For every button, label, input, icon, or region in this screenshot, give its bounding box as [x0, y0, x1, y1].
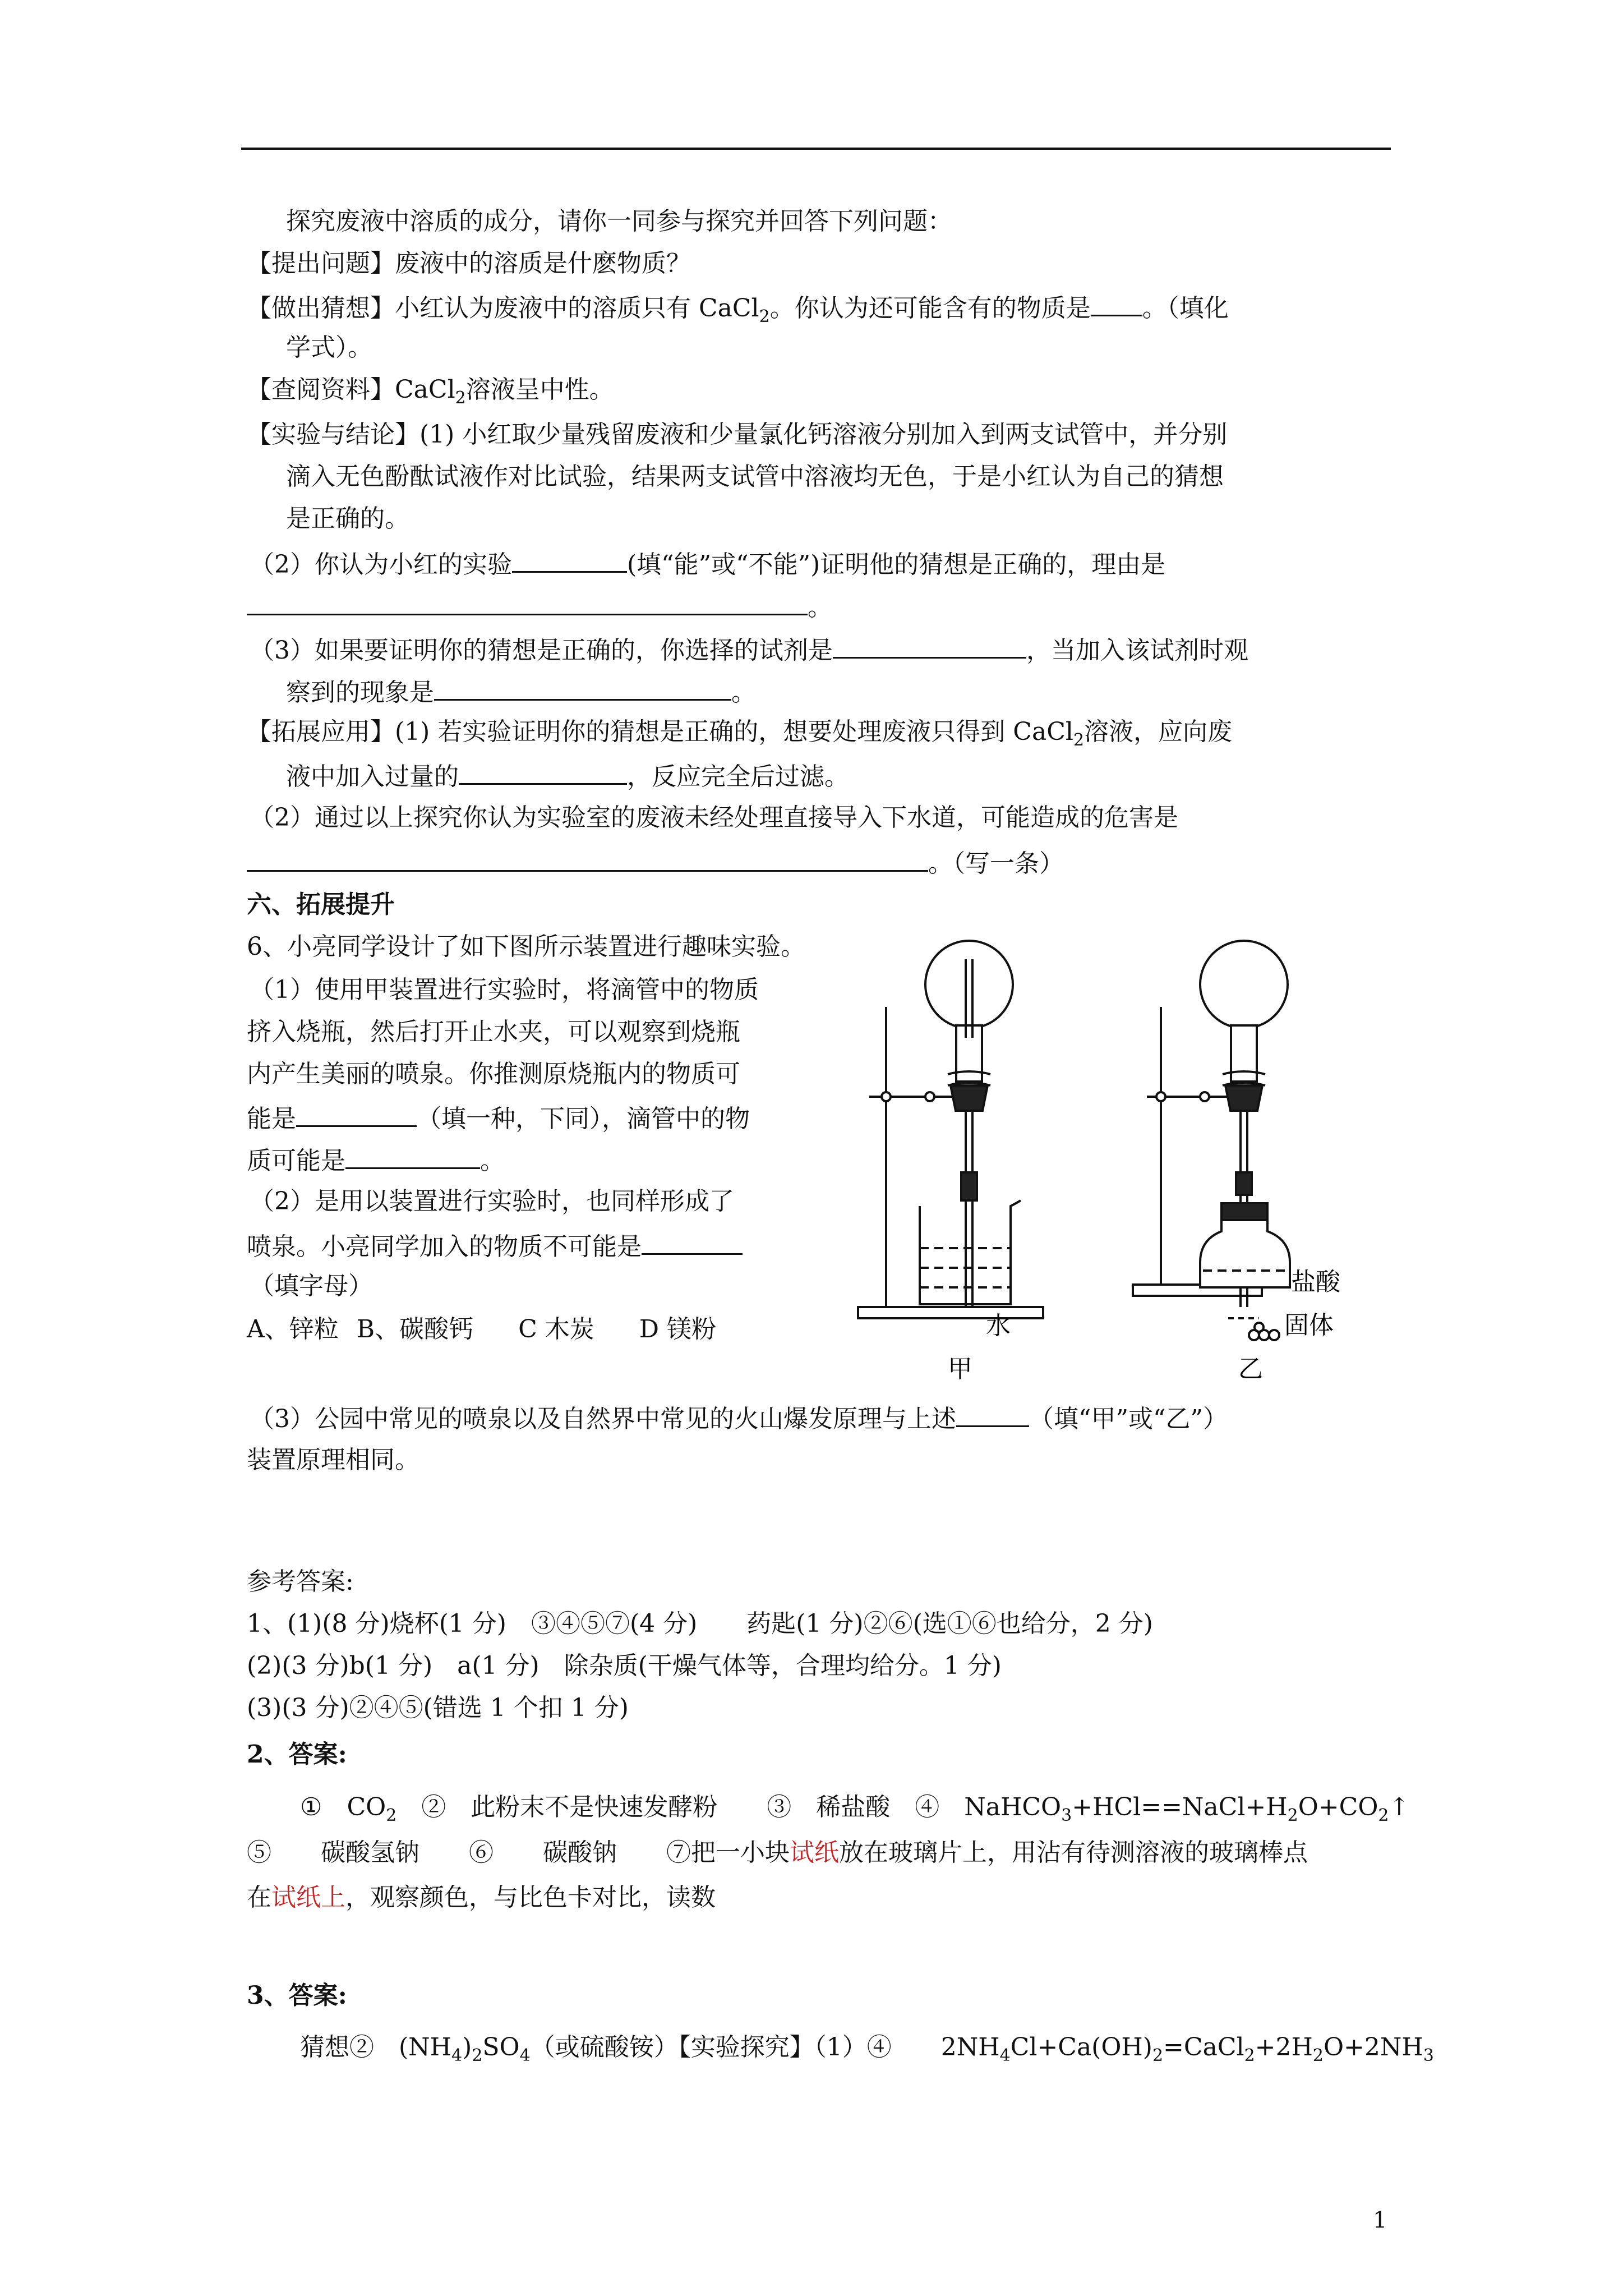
app-q2-answer-line: 。（写一条）	[247, 844, 1064, 881]
answer-2-line1: ① $CO_2$ ② 此粉末不是快速发酵粉 ③ 稀盐酸 ④ $NaHCO_3+HCl==NaCl+H_2O+CO_2↑$	[300, 1793, 1410, 1825]
q6-p2-line1: （2）是用以装置进行实验时，也同样形成了	[250, 1187, 734, 1216]
section-heading: 六、拓展提升	[247, 890, 395, 919]
exp-q3: （3）如果要证明你的猜想是正确的，你选择的试剂是 ，当加入该试剂时观	[250, 631, 1248, 668]
intro-line: 探究废液中溶质的成分，请你一同参与探究并回答下列问题：	[286, 207, 952, 236]
label-acid: 盐酸	[1291, 1268, 1340, 1296]
app-q2: （2）通过以上探究你认为实验室的废液未经处理直接导入下水道，可能造成的危害是	[250, 803, 1178, 832]
answer-1-line2: (2)(3 分)b(1 分) a(1 分) 除杂质(干燥气体等，合理均给分。1 分)	[247, 1651, 1002, 1680]
answer-3-title: 3、答案:	[247, 1981, 347, 2010]
label-jia: 甲	[948, 1355, 972, 1383]
exp-line3: 是正确的。	[286, 504, 409, 533]
guess-line: 【做出猜想】小红认为废液中的溶质只有 CaCl$_2$。你认为还可能含有的物质是 。（填化	[247, 289, 1229, 325]
exp-q2: （2）你认为小红的实验 (填“能”或“不能”)证明他的猜想是正确的，理由是	[250, 545, 1165, 582]
guess-blank[interactable]	[1091, 289, 1142, 316]
q6-p2-blank[interactable]	[642, 1227, 743, 1255]
highlight-on-test-paper: 试纸上	[271, 1883, 345, 1912]
option-c: C 木炭	[518, 1315, 594, 1343]
exp-q3-cont: 察到的现象是 。	[286, 673, 756, 710]
option-a: A、锌粒	[247, 1315, 339, 1343]
guess-cont: 学式）。	[286, 333, 372, 362]
apparatus-yi	[1133, 941, 1290, 1340]
page-number: 1	[1373, 2207, 1387, 2233]
answers-title: 参考答案:	[247, 1567, 354, 1596]
jia-stopper	[951, 1085, 988, 1111]
q6-title: 6、小亮同学设计了如下图所示装置进行趣味实验。	[247, 932, 805, 961]
exp-line1: 【实验与结论】(1) 小红取少量残留废液和少量氯化钙溶液分别加入到两支试管中，并分别	[247, 420, 1228, 449]
q6-p1-line3: 内产生美丽的喷泉。你推测原烧瓶内的物质可	[247, 1060, 740, 1088]
jia-beaker	[920, 1200, 1021, 1304]
exp-line2: 滴入无色酚酞试液作对比试验，结果两支试管中溶液均无色，于是小红认为自己的猜想	[286, 462, 1224, 491]
q6-p1-line4: 能是 （填一种，下同），滴管中的物	[247, 1099, 750, 1136]
option-b: B、碳酸钙	[356, 1315, 474, 1343]
question-line	[247, 247, 691, 280]
exp-q2-answer-line: 。	[247, 588, 832, 624]
exp-q3-reagent-blank[interactable]	[833, 631, 1026, 659]
app-q2-harm-blank[interactable]	[247, 844, 928, 872]
apparatus-jia	[858, 941, 1043, 1318]
q6-p3-line1: （3）公园中常见的喷泉以及自然界中常见的火山爆发原理与上述 （填“甲”或“乙”）	[250, 1400, 1228, 1436]
info-line: 【查阅资料】CaCl$_2$溶液呈中性。	[247, 375, 614, 408]
question-text: 废液中的溶质是什麽物质？	[395, 249, 691, 278]
apparatus-figure	[836, 926, 1408, 1402]
app-line2: 液中加入过量的 ，反应完全后过滤。	[286, 757, 849, 794]
app-line1: 【拓展应用】(1) 若实验证明你的猜想是正确的，想要处理废液只得到 CaCl$_2$溶液，应向废	[247, 717, 1233, 750]
answer-3-line1: 猜想② $(NH_4)_2SO_4$（或硫酸铵）【实验探究】（1）④ $2NH_4Cl+Ca(OH)_2=CaCl_2+2H_2O+2NH_3$	[300, 2033, 1434, 2065]
answer-2-line2: ⑤ 碳酸氢钠 ⑥ 碳酸钠 ⑦把一小块试纸放在玻璃片上，用沾有待测溶液的玻璃棒点	[247, 1838, 1308, 1867]
q6-p2-line3: （填字母）	[250, 1272, 373, 1300]
label-yi: 乙	[1238, 1355, 1263, 1383]
app-reagent-blank[interactable]	[459, 757, 627, 785]
q6-options	[247, 1313, 716, 1346]
yi-flask-bulb	[1200, 941, 1288, 1028]
jia-flask-bulb	[925, 941, 1013, 1028]
header-rule	[241, 148, 1391, 150]
q6-p3-blank[interactable]	[956, 1400, 1029, 1427]
q6-dropper-substance-blank[interactable]	[345, 1142, 480, 1169]
answer-1-line3: (3)(3 分)②④⑤(错选 1 个扣 1 分)	[247, 1694, 629, 1722]
q6-p1-line1: （1）使用甲装置进行实验时，将滴管中的物质	[250, 976, 759, 1004]
guess-tag: 【做出猜想】	[247, 294, 395, 323]
option-d: D 镁粉	[639, 1315, 717, 1343]
jia-base	[858, 1307, 1043, 1318]
answer-2-title: 2、答案:	[247, 1740, 347, 1769]
yi-stopper	[1225, 1085, 1262, 1111]
answer-1-line1: 1、(1)(8 分)烧杯(1 分) ③④⑤⑦(4 分) 药匙(1 分)②⑥(选①⑥也给分，2 分)	[247, 1609, 1153, 1638]
exp-q3-phenomenon-blank[interactable]	[434, 673, 731, 701]
q6-p2-line2: 喷泉。小亮同学加入的物质不可能是	[247, 1227, 743, 1264]
q6-p1-line2: 挤入烧瓶，然后打开止水夹，可以观察到烧瓶	[247, 1018, 740, 1046]
exp-q2-reason-blank[interactable]	[247, 588, 808, 615]
label-water: 水	[986, 1312, 1011, 1340]
label-solid: 固体	[1284, 1311, 1334, 1340]
highlight-test-paper: 试纸	[790, 1838, 839, 1867]
q6-p1-line5: 质可能是 。	[247, 1142, 505, 1178]
question-tag: 【提出问题】	[247, 249, 395, 278]
answer-2-line3: 在试纸上，观察颜色，与比色卡对比，读数	[247, 1883, 716, 1912]
q6-flask-substance-blank[interactable]	[296, 1099, 417, 1127]
exp-q2-blank[interactable]	[512, 545, 627, 573]
q6-p3-line2: 装置原理相同。	[247, 1446, 419, 1474]
